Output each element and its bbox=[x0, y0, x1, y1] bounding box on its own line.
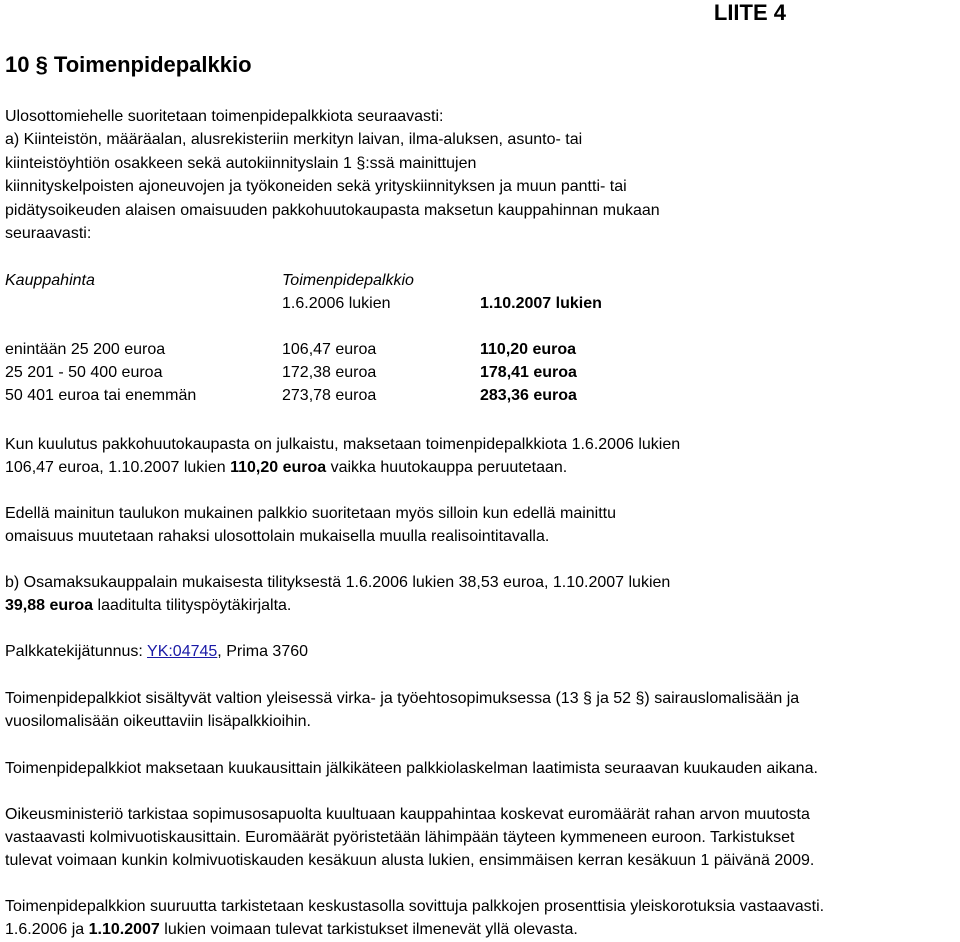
clause-a-line: kiinteistöyhtiön osakkeen sekä autokiinnityslain 1 §:ssä mainittujen bbox=[5, 155, 477, 172]
clause-a-line: seuraavasti: bbox=[5, 225, 92, 242]
table-cell-fee-2007: 178,41 euroa bbox=[480, 364, 577, 381]
clause-a-line: pidätysoikeuden alaisen omaisuuden pakkohuutokaupasta maksetun kauppahinnan mukaan bbox=[5, 202, 660, 219]
table-cell-price: 25 201 - 50 400 euroa bbox=[5, 364, 163, 381]
realisation-paragraph-line: omaisuus muutetaan rahaksi ulosottolain mukaisella muulla realisointitavalla. bbox=[5, 528, 550, 545]
header-toimenpidepalkkio: Toimenpidepalkkio bbox=[282, 272, 414, 289]
table-cell-price: enintään 25 200 euroa bbox=[5, 341, 166, 358]
table-cell-fee-2006: 106,47 euroa bbox=[282, 341, 377, 358]
clause-b-line: b) Osamaksukauppalain mukaisesta tilityksestä 1.6.2006 lukien 38,53 euroa, 1.10.2007 lukien bbox=[5, 574, 671, 591]
header-date-2006: 1.6.2006 lukien bbox=[282, 295, 391, 312]
payment-paragraph: Toimenpidepalkkiot maksetaan kuukausittain jälkikäteen palkkiolaskelman laatimista seuraavan kuukauden aikana. bbox=[5, 760, 818, 777]
bonus-paragraph-line: vuosilomalisään oikeuttaviin lisäpalkkioihin. bbox=[5, 713, 311, 730]
table-cell-fee-2007: 110,20 euroa bbox=[480, 341, 577, 358]
clause-b-line: 39,88 euroa laaditulta tilityspöytäkirjalta. bbox=[5, 597, 292, 614]
adjustment-paragraph-line: 1.6.2006 ja 1.10.2007 lukien voimaan tulevat tarkistukset ilmenevät yllä olevasta. bbox=[5, 921, 578, 938]
intro-text: Ulosottomiehelle suoritetaan toimenpidepalkkiota seuraavasti: bbox=[5, 108, 444, 125]
table-cell-fee-2006: 172,38 euroa bbox=[282, 364, 377, 381]
clause-a-line: kiinnityskelpoisten ajoneuvojen ja työkoneiden sekä yrityskiinnityksen ja muun pantti- tai bbox=[5, 178, 627, 195]
table-cell-fee-2006: 273,78 euroa bbox=[282, 387, 377, 404]
adjustment-paragraph-line: Toimenpidepalkkion suuruutta tarkistetaan keskustasolla sovittuja palkkojen prosenttisia yleiskorotuksia vastaavasti. bbox=[5, 898, 825, 915]
header-kauppahinta: Kauppahinta bbox=[5, 272, 95, 289]
bonus-paragraph-line: Toimenpidepalkkiot sisältyvät valtion yleisessä virka- ja työehtosopimuksessa (13 § ja 52 §) sairauslomalisään ja bbox=[5, 690, 800, 707]
review-paragraph-line: vastaavasti kolmivuotiskausittain. Euromäärät pyöristetään lähimpään täyteen kymmeneen euroon. Tarkistukset bbox=[5, 829, 795, 846]
table-cell-fee-2007: 283,36 euroa bbox=[480, 387, 577, 404]
section-title: 10 § Toimenpidepalkkio bbox=[5, 52, 252, 77]
review-paragraph-line: Oikeusministeriö tarkistaa sopimusosapuolta kuultuaan kauppahintaa koskevat euromäärät rahan arvon muutosta bbox=[5, 806, 810, 823]
clause-a-line: a) Kiinteistön, määräalan, alusrekisteriin merkityn laivan, ilma-aluksen, asunto- tai bbox=[5, 131, 583, 148]
header-date-2007: 1.10.2007 lukien bbox=[480, 295, 602, 312]
table-cell-price: 50 401 euroa tai enemmän bbox=[5, 387, 197, 404]
announcement-paragraph-line: Kun kuulutus pakkohuutokaupasta on julkaistu, maksetaan toimenpidepalkkiota 1.6.2006 lukien bbox=[5, 436, 681, 453]
review-paragraph-line: tulevat voimaan kunkin kolmivuotiskauden kesäkuun alusta lukien, ensimmäisen kerran kesäkuun 1 päivänä 2009. bbox=[5, 852, 815, 869]
pay-code-line: Palkkatekijätunnus: YK:04745, Prima 3760 bbox=[5, 643, 309, 660]
announcement-paragraph-line: 106,47 euroa, 1.10.2007 lukien 110,20 euroa vaikka huutokauppa peruutetaan. bbox=[5, 459, 568, 476]
pay-code-link[interactable]: YK:04745 bbox=[147, 643, 218, 660]
realisation-paragraph-line: Edellä mainitun taulukon mukainen palkkio suoritetaan myös silloin kun edellä mainittu bbox=[5, 505, 617, 522]
appendix-label: LIITE 4 bbox=[713, 0, 786, 25]
